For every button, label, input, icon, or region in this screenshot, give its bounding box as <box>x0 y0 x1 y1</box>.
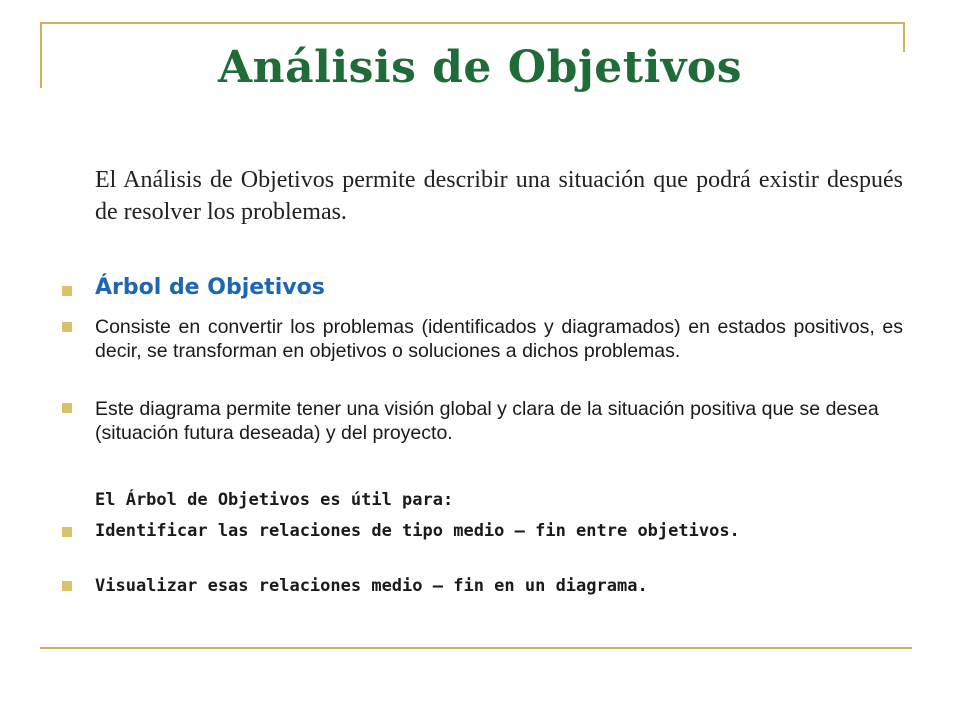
subtitle-bullet-icon <box>62 286 72 296</box>
bullet-text-1: Consiste en convertir los problemas (identificados y diagramados) en estados positivos, es decir, se transforman en objetivos o soluciones a dichos problemas. <box>95 316 903 362</box>
bullet-icon <box>62 403 72 413</box>
bottom-rule <box>40 647 912 649</box>
slide-title: Análisis de Objetivos <box>218 42 742 93</box>
top-rule <box>40 22 904 24</box>
bullet-text-2: Este diagrama permite tener una visión global y clara de la situación positiva que se desea (situación futura deseada) y del proyecto. <box>95 398 879 444</box>
section-subtitle: Árbol de Objetivos <box>95 275 325 300</box>
bullet-icon <box>62 581 72 591</box>
bullet-icon <box>62 322 72 332</box>
intro-paragraph: El Análisis de Objetivos permite describir una situación que podrá existir después de resolver los problemas. <box>95 167 903 225</box>
usefulness-item-1: Identificar las relaciones de tipo medio – fin entre objetivos. <box>95 521 740 541</box>
usefulness-intro: El Árbol de Objetivos es útil para: <box>95 490 454 510</box>
bullet-icon <box>62 527 72 537</box>
usefulness-item-2: Visualizar esas relaciones medio – fin en un diagrama. <box>95 576 648 596</box>
